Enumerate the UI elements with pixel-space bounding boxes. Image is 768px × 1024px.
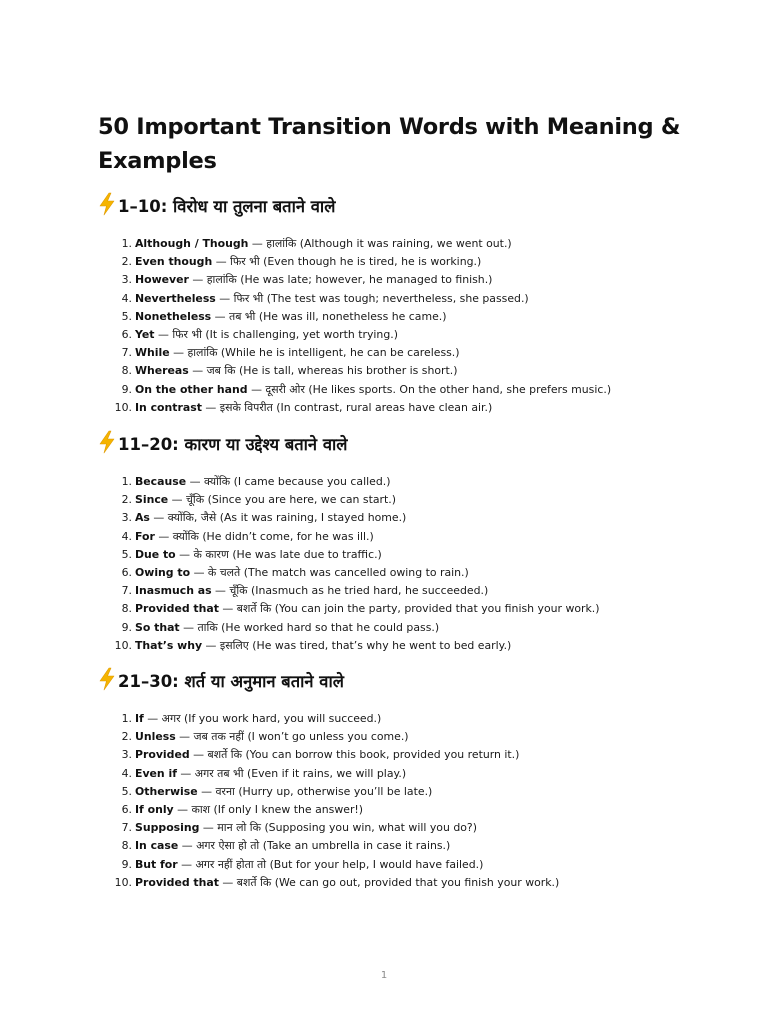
list-item [0, 344, 700, 362]
list-item [0, 582, 700, 600]
example-sentence: (Even though he is tired, he is working.) [263, 255, 482, 269]
em-dash: — [147, 712, 159, 725]
list-item [0, 381, 700, 399]
hindi-meaning: इसलिए [219, 638, 249, 652]
transition-term: Although / Though [135, 237, 249, 250]
item-number: 3. [121, 748, 132, 762]
example-sentence: (But for your help, I would have failed.) [269, 857, 484, 871]
example-sentence: (As it was raining, I stayed home.) [219, 511, 407, 525]
item-number: 1. [121, 712, 132, 725]
section-heading [97, 430, 347, 460]
list-item [0, 819, 700, 837]
list-item [0, 874, 700, 892]
em-dash: — [251, 237, 263, 250]
item-text [135, 856, 483, 874]
section-heading [97, 192, 335, 222]
item-text [135, 637, 511, 655]
em-dash: — [153, 511, 165, 525]
transition-term: That’s why [135, 638, 203, 652]
em-dash: — [193, 748, 205, 762]
example-sentence: (Although it was raining, we went out.) [299, 237, 512, 250]
list-item [0, 710, 700, 728]
item-number: 5. [121, 784, 132, 798]
example-sentence: (While he is intelligent, he can be careless.) [220, 346, 460, 360]
hindi-meaning: क्योंकि [203, 475, 231, 488]
transition-term: Provided [135, 748, 190, 762]
list-item [0, 728, 700, 746]
item-number: 4. [121, 291, 132, 305]
hindi-meaning: तब भी [229, 309, 256, 323]
list-item [0, 837, 700, 855]
hindi-meaning: अगर तब भी [194, 766, 244, 780]
transition-term: For [135, 529, 155, 543]
transition-term: While [135, 346, 170, 360]
item-text [135, 399, 492, 417]
item-number: 1. [121, 237, 132, 250]
list-item [0, 600, 700, 618]
item-text [135, 765, 406, 783]
item-number: 4. [121, 766, 132, 780]
example-sentence: (He was late due to traffic.) [232, 547, 382, 561]
lightning-bolt-icon [97, 192, 117, 216]
list-item [0, 765, 700, 783]
em-dash: — [222, 875, 234, 889]
item-text [135, 528, 374, 546]
example-sentence: (It is challenging, yet worth trying.) [205, 328, 398, 341]
hindi-meaning: काश [191, 803, 211, 816]
list-item [0, 801, 700, 819]
section-heading [97, 667, 344, 697]
hindi-meaning: जब तक नहीं [193, 730, 244, 744]
list-item [0, 546, 700, 564]
item-text [135, 801, 363, 819]
item-text [135, 473, 390, 491]
list-item [0, 399, 700, 417]
section-heading-text: 1–10: विरोध या तुलना बताने वाले [118, 197, 336, 216]
item-number: 1. [121, 475, 132, 488]
item-text [135, 235, 512, 253]
em-dash: — [192, 364, 204, 378]
hindi-meaning: फिर भी [233, 291, 264, 305]
transition-term: Even though [135, 255, 213, 269]
item-text [135, 746, 519, 764]
transition-term: Nonetheless [135, 309, 212, 323]
item-number: 5. [121, 309, 132, 323]
transition-term: But for [135, 857, 178, 871]
list-item [0, 637, 700, 655]
em-dash: — [219, 291, 231, 305]
example-sentence: (In contrast, rural areas have clean air.) [276, 400, 493, 414]
lightning-bolt-icon [97, 667, 117, 691]
item-text [135, 253, 481, 271]
item-number: 8. [121, 364, 132, 378]
em-dash: — [202, 821, 214, 835]
transition-term: However [135, 273, 189, 287]
item-number: 2. [121, 730, 132, 744]
hindi-meaning: के कारण [193, 547, 229, 561]
em-dash: — [201, 784, 212, 798]
em-dash: — [193, 566, 205, 579]
list-item [0, 491, 700, 509]
example-sentence: (Since you are here, we can start.) [207, 493, 396, 507]
hindi-meaning: फिर भी [172, 328, 202, 341]
example-sentence: (Even if it rains, we will play.) [246, 766, 407, 780]
list-item [0, 528, 700, 546]
hindi-meaning: जब कि [206, 364, 236, 378]
item-number: 7. [121, 584, 132, 598]
em-dash: — [180, 766, 192, 780]
transition-term: If [135, 712, 144, 725]
hindi-meaning: के चलते [207, 566, 241, 579]
list-item [0, 619, 700, 637]
item-number: 9. [121, 857, 132, 871]
hindi-meaning: क्योंकि, जैसे [167, 511, 217, 525]
item-number: 6. [121, 803, 132, 816]
em-dash: — [215, 255, 227, 269]
hindi-meaning: बशर्ते कि [236, 875, 272, 889]
transition-term: Since [135, 493, 169, 507]
transition-term: Due to [135, 547, 176, 561]
em-dash: — [192, 273, 204, 287]
em-dash: — [214, 309, 226, 323]
transition-term: Whereas [135, 364, 189, 378]
item-text [135, 271, 492, 289]
em-dash: — [222, 602, 234, 616]
item-text [135, 326, 398, 344]
hindi-meaning: चूँकि [186, 493, 205, 507]
item-number: 10. [114, 875, 132, 889]
item-number: 6. [121, 566, 132, 579]
em-dash: — [183, 620, 194, 634]
item-text [135, 600, 600, 618]
item-number: 8. [121, 602, 132, 616]
hindi-meaning: बशर्ते कि [207, 748, 242, 762]
example-sentence: (Supposing you win, what will you do?) [264, 821, 477, 835]
example-sentence: (If only I knew the answer!) [213, 803, 364, 816]
em-dash: — [179, 547, 191, 561]
item-text [135, 546, 382, 564]
hindi-meaning: हालांकि [266, 237, 297, 250]
em-dash: — [173, 346, 184, 360]
item-number: 3. [121, 511, 132, 525]
hindi-meaning: इसके विपरीत [219, 400, 273, 414]
item-number: 9. [121, 382, 132, 396]
item-number: 10. [114, 638, 132, 652]
example-sentence: (Take an umbrella in case it rains.) [262, 839, 451, 853]
list-item [0, 290, 700, 308]
example-sentence: (The test was tough; nevertheless, she passed.) [266, 291, 529, 305]
list-item [0, 509, 700, 527]
section-heading-text: 11–20: कारण या उद्देश्य बताने वाले [118, 435, 348, 454]
item-text [135, 619, 439, 637]
transition-term: Nevertheless [135, 291, 216, 305]
item-number: 7. [121, 821, 132, 835]
item-text [135, 344, 460, 362]
list-item [0, 308, 700, 326]
item-text [135, 837, 450, 855]
em-dash: — [205, 400, 217, 414]
em-dash: — [215, 584, 226, 598]
transition-term: Provided that [135, 602, 219, 616]
hindi-meaning: क्योंकि [172, 529, 199, 543]
example-sentence: (He was tired, that’s why he went to bed early.) [252, 638, 512, 652]
transition-term: As [135, 511, 150, 525]
page-number: 1 [380, 970, 388, 981]
item-text [135, 819, 477, 837]
transition-term: Because [135, 475, 187, 488]
em-dash: — [181, 839, 193, 853]
item-number: 7. [121, 346, 132, 360]
em-dash: — [189, 475, 201, 488]
example-sentence: (He was late; however, he managed to finish.) [240, 273, 493, 287]
item-text [135, 564, 469, 582]
item-text [135, 308, 446, 326]
list-item [0, 271, 700, 289]
em-dash: — [251, 382, 262, 396]
list-item [0, 564, 700, 582]
item-number: 2. [121, 493, 132, 507]
transition-term: Unless [135, 730, 176, 744]
hindi-meaning: चूँकि [229, 584, 248, 598]
em-dash: — [171, 493, 183, 507]
list-item [0, 235, 700, 253]
hindi-meaning: मान लो कि [217, 821, 261, 835]
em-dash: — [181, 857, 193, 871]
transition-term: If only [135, 803, 174, 816]
transition-term: Even if [135, 766, 177, 780]
item-text [135, 290, 529, 308]
example-sentence: (He worked hard so that he could pass.) [221, 620, 440, 634]
example-sentence: (If you work hard, you will succeed.) [184, 712, 382, 725]
hindi-meaning: ताकि [197, 620, 218, 634]
example-sentence: (He didn’t come, for he was ill.) [202, 529, 374, 543]
transition-term: Otherwise [135, 784, 198, 798]
example-sentence: (The match was cancelled owing to rain.) [243, 566, 469, 579]
example-sentence: (You can borrow this book, provided you return it.) [245, 748, 520, 762]
item-number: 5. [121, 547, 132, 561]
em-dash: — [177, 803, 189, 816]
em-dash: — [205, 638, 217, 652]
hindi-meaning: फिर भी [230, 255, 260, 269]
item-text [135, 381, 611, 399]
transition-term: Owing to [135, 566, 191, 579]
list-item [0, 856, 700, 874]
example-sentence: (He likes sports. On the other hand, she prefers music.) [308, 382, 612, 396]
list-item [0, 326, 700, 344]
example-sentence: (He is tall, whereas his brother is short.) [239, 364, 458, 378]
transition-term: Supposing [135, 821, 200, 835]
transition-term: In case [135, 839, 179, 853]
item-number: 4. [121, 529, 132, 543]
example-sentence: (You can join the party, provided that you finish your work.) [274, 602, 600, 616]
list-item [0, 253, 700, 271]
lightning-bolt-icon [97, 430, 117, 454]
hindi-meaning: अगर ऐसा हो तो [196, 839, 260, 853]
item-text [135, 582, 488, 600]
list-item [0, 746, 700, 764]
item-text [135, 491, 396, 509]
list-item [0, 362, 700, 380]
hindi-meaning: अगर नहीं होता तो [195, 857, 267, 871]
list-item [0, 783, 700, 801]
em-dash: — [158, 529, 170, 543]
em-dash: — [157, 328, 169, 341]
example-sentence: (Inasmuch as he tried hard, he succeeded.) [250, 584, 489, 598]
item-number: 10. [114, 400, 132, 414]
list-item [0, 473, 700, 491]
item-text [135, 728, 409, 746]
example-sentence: (We can go out, provided that you finish your work.) [274, 875, 560, 889]
transition-term: Inasmuch as [135, 584, 212, 598]
item-text [135, 509, 406, 527]
item-number: 9. [121, 620, 132, 634]
item-text [135, 362, 458, 380]
transition-term: Yet [135, 328, 155, 341]
em-dash: — [179, 730, 191, 744]
example-sentence: (He was ill, nonetheless he came.) [258, 309, 447, 323]
hindi-meaning: हालांकि [206, 273, 237, 287]
document-title: 50 Important Transition Words with Meaning & Examples [98, 114, 681, 174]
transition-term: So that [135, 620, 180, 634]
item-number: 6. [121, 328, 132, 341]
hindi-meaning: दूसरी ओर [265, 382, 305, 396]
item-number: 2. [121, 255, 132, 269]
hindi-meaning: वरना [215, 784, 235, 798]
hindi-meaning: बशर्ते कि [236, 602, 272, 616]
transition-term: Provided that [135, 875, 219, 889]
hindi-meaning: अगर [161, 712, 181, 725]
example-sentence: (Hurry up, otherwise you’ll be late.) [238, 784, 433, 798]
item-text [135, 874, 559, 892]
transition-term: On the other hand [135, 382, 248, 396]
section-heading-text: 21–30: शर्त या अनुमान बताने वाले [118, 672, 344, 691]
hindi-meaning: हालांकि [187, 346, 218, 360]
item-text [135, 783, 432, 801]
example-sentence: (I won’t go unless you come.) [247, 730, 409, 744]
transition-term: In contrast [135, 400, 202, 414]
item-text [135, 710, 381, 728]
item-number: 8. [121, 839, 132, 853]
example-sentence: (I came because you called.) [233, 475, 391, 488]
item-number: 3. [121, 273, 132, 287]
